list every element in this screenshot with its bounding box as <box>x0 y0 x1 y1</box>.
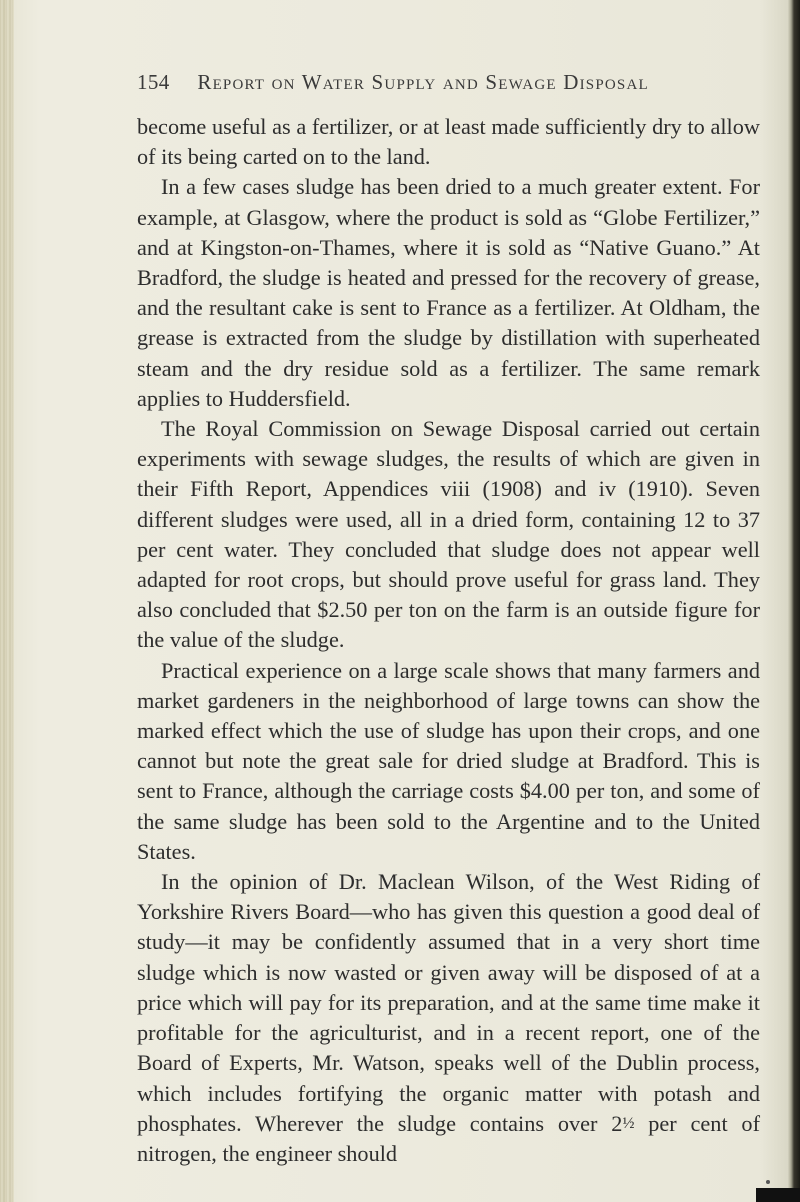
paragraph: In a few cases sludge has been dried to a much greater extent. For example, at Glasgow, where the product is sold as “Globe Fertilizer,” and at Kingston-on-Thames, where it is sold as “Native Guano.” At Bradford, the sludge is heated and pressed for the recovery of grease, and the resultant cake is sent to France as a fertilizer. At Oldham, the grease is extracted from the sludge by distillation with superheated steam and the dry residue sold as a fertilizer. The same remark applies to Huddersfield. <box>137 174 760 411</box>
body-text <box>137 112 760 1169</box>
page-stack-edge <box>788 0 800 1202</box>
fraction: ½ <box>622 1114 635 1132</box>
paragraph: become useful as a fertilizer, or at least made sufficiently dry to allow of its being carted on to the land. <box>137 114 760 170</box>
paragraph: The Royal Commission on Sewage Disposal carried out certain experiments with sewage sludges, the results of which are given in their Fifth Report, Appendices viii (1908) and iv (1910). Seven different sludges were used, all in a dried form, containing 12 to 37 per cent water. They concluded that sludge does not appear well adapted for root crops, but should prove useful for grass land. They also concluded that $2.50 per ton on the farm is an outside figure for the value of the sludge. <box>137 416 760 653</box>
binding-edge <box>0 0 14 1202</box>
running-head-title: Report on Water Supply and Sewage Disposal <box>197 70 649 94</box>
page-number: 154 <box>137 70 170 94</box>
running-head <box>137 70 757 95</box>
paragraph <box>137 867 760 1169</box>
paragraph-text: per cent of nitrogen, the engineer should <box>137 1110 761 1166</box>
page-speck <box>766 1180 770 1184</box>
paragraph-text: In the opinion of Dr. Maclean Wilson, of the West Riding of Yorkshire Rivers Board—who has given this question a good deal of study—it may be confidently assumed that in a very short time sludge which is now wasted or given away will be disposed of at a price which will pay for its preparation, and at the same time make it profitable for the agriculturist, and in a recent report, one of the Board of Experts, Mr. Watson, speaks well of the Dublin process, which includes fortifying the organic matter with potash and phosphates. Wherever the sludge contains over 2 <box>137 869 760 1136</box>
paragraph: Practical experience on a large scale shows that many farmers and market gardeners in the neighborhood of large towns can show the marked effect which the use of sludge has upon their crops, and one cannot but note the great sale for dried sludge at Bradford. This is sent to France, although the carriage costs $4.00 per ton, and some of the same sludge has been sold to the Argentine and to the United States. <box>137 657 760 864</box>
scan-corner-shadow <box>756 1188 800 1202</box>
